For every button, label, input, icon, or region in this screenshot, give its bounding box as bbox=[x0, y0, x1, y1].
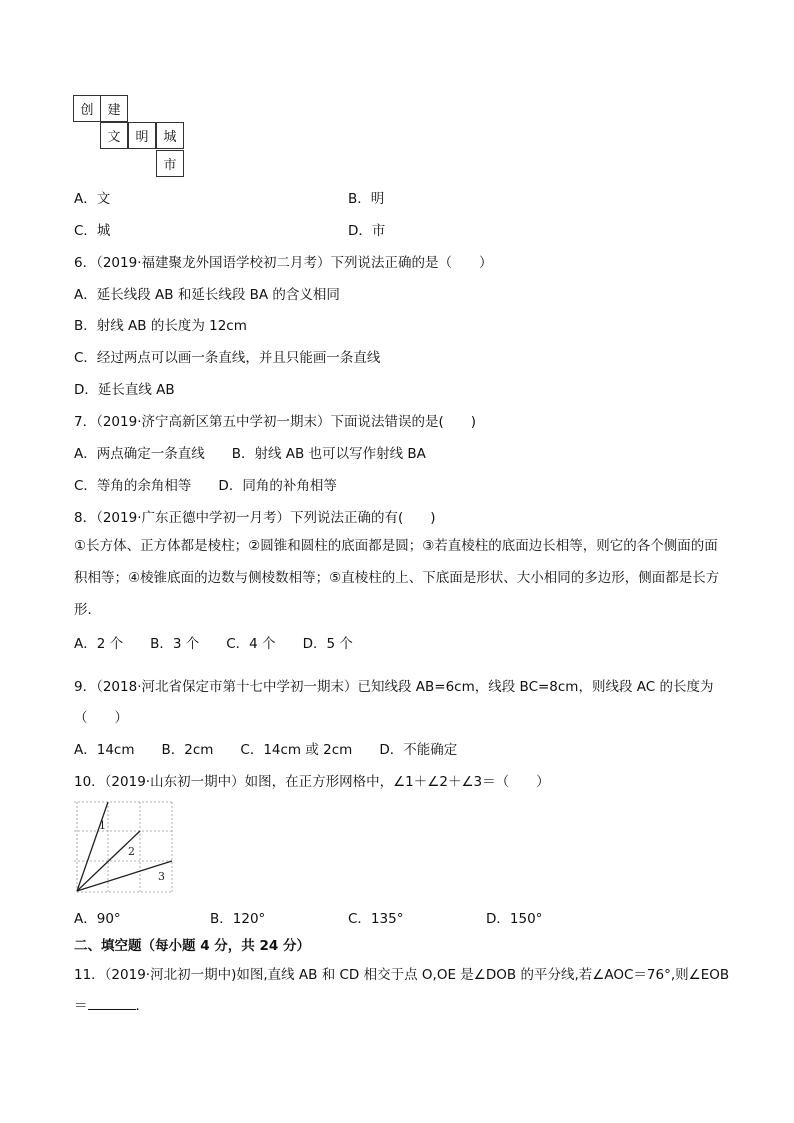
q7-options-cd: C．等角的余角相等 D．同角的补角相等 bbox=[74, 478, 337, 494]
q11-stem: 11．（2019·河北初一期中)如图,直线 AB 和 CD 相交于点 O,OE 是∠DOB 的平分线,若∠AOC＝76°,则∠EOB bbox=[74, 967, 730, 983]
section-title: 二、填空题（每小题 4 分，共 24 分） bbox=[74, 938, 310, 954]
net-cell: 建 bbox=[100, 95, 128, 122]
q8-body: ①长方体、正方体都是棱柱；②圆锥和圆柱的底面都是圆；③若直棱柱的底面边长相等，则它的各个侧面的面积相等；④棱锥底面的边数与侧棱数相等；⑤直棱柱的上、下底面是形状、大小相同的多边形，侧面都是长方形． bbox=[74, 538, 720, 618]
q9-options: A．14cm B．2cm C．14cm 或 2cm D．不能确定 bbox=[74, 742, 458, 758]
net-cell: 明 bbox=[128, 122, 156, 149]
q10-option-c: C．135° bbox=[348, 911, 404, 927]
q11-period: ． bbox=[135, 998, 149, 1014]
q6-stem: 6．（2019·福建聚龙外国语学校初二月考）下列说法正确的是（ ） bbox=[74, 255, 493, 271]
q5-option-c: C．城 bbox=[74, 223, 111, 239]
q11-answer-blank[interactable] bbox=[88, 997, 136, 1010]
q9-paren: （ ） bbox=[74, 710, 128, 726]
q10-option-a: A．90° bbox=[74, 911, 121, 927]
angle-label-2: 2 bbox=[128, 845, 135, 858]
q6-option-b: B．射线 AB 的长度为 12cm bbox=[74, 318, 247, 334]
q5-option-b: B．明 bbox=[348, 191, 385, 207]
angle-label-1: 1 bbox=[99, 819, 106, 832]
q11-answer-line bbox=[74, 994, 149, 1014]
net-cell: 城 bbox=[156, 122, 184, 149]
q6-option-c: C．经过两点可以画一条直线，并且只能画一条直线 bbox=[74, 350, 381, 366]
q8-stem: 8．（2019·广东正德中学初一月考）下列说法正确的有( ) bbox=[74, 510, 436, 526]
angle-label-3: 3 bbox=[158, 870, 165, 883]
q6-option-d: D．延长直线 AB bbox=[74, 382, 175, 398]
net-cell: 市 bbox=[156, 150, 184, 177]
q10-option-d: D．150° bbox=[486, 911, 543, 927]
q9-stem: 9．（2018·河北省保定市第十七中学初一期末）已知线段 AB=6cm，线段 BC=8cm，则线段 AC 的长度为 bbox=[74, 679, 714, 695]
q6-option-a: A．延长线段 AB 和延长线段 BA 的含义相同 bbox=[74, 287, 340, 303]
q11-equals: ＝ bbox=[74, 998, 88, 1014]
q7-options-ab: A．两点确定一条直线 B．射线 AB 也可以写作射线 BA bbox=[74, 446, 426, 462]
q8-options: A．2 个 B．3 个 C．4 个 D．5 个 bbox=[74, 636, 353, 652]
q5-option-d: D．市 bbox=[348, 223, 386, 239]
q10-stem: 10．（2019·山东初一期中）如图，在正方形网格中，∠1＋∠2＋∠3＝（ ） bbox=[74, 774, 550, 790]
q5-option-a: A．文 bbox=[74, 191, 111, 207]
net-cell: 创 bbox=[73, 95, 101, 122]
grid-angle-figure bbox=[74, 800, 174, 894]
q10-option-b: B．120° bbox=[210, 911, 266, 927]
net-cell: 文 bbox=[100, 122, 128, 149]
q7-stem: 7．（2019·济宁高新区第五中学初一期末）下面说法错误的是( ) bbox=[74, 414, 477, 430]
